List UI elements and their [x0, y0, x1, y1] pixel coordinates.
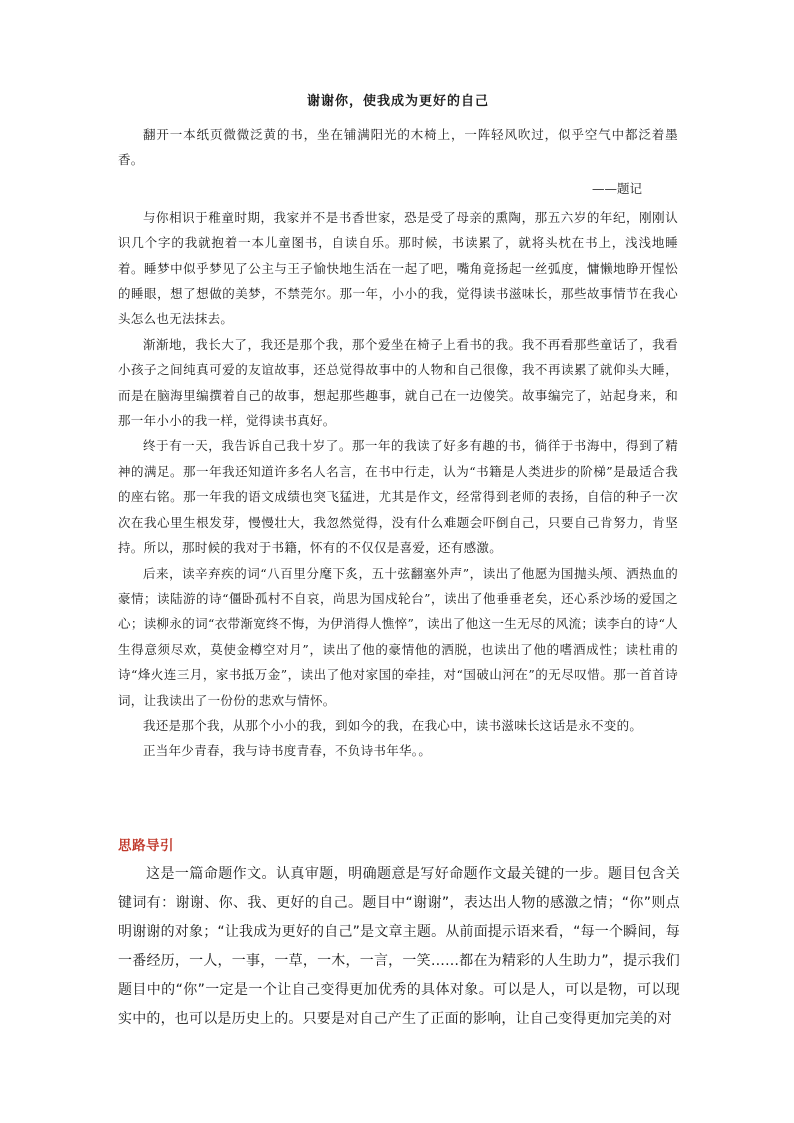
- essay-paragraph: 后来，读辛弃疾的词“八百里分麾下炙，五十弦翻塞外声”，读出了他愿为国抛头颅、洒热血的豪情；读陆游的诗“僵卧孤村不自哀，尚思为国戍轮台”，读出了他垂垂老矣，还心系沙场的爱国之心；读柳永的词“衣带渐宽终不悔，为伊消得人憔悴”，读出了他这一生无尽的风流；读李白的诗“人生得意须尽欢，莫使金樽空对月”，读出了他的豪情他的洒脱，也读出了他的嗜酒成性；读杜甫的诗“烽火连三月，家书抵万金”，读出了他对家国的牵挂，对“国破山河在”的无尽叹惜。那一首首诗词，让我读出了一份份的悲欢与情怀。: [118, 565, 678, 708]
- essay-paragraph: 终于有一天，我告诉自己我十岁了。那一年的我读了好多有趣的书，徜徉于书海中，得到了精神的满足。那一年我还知道许多名人名言，在书中行走，认为“书籍是人类进步的阶梯”是最适合我的座右铭。那一年我的语文成绩也突飞猛进，尤其是作文，经常得到老师的表扬，自信的种子一次次在我心里生根发芽，慢慢壮大，我忽然觉得，没有什么难题会吓倒自己，只要自己肯努力，肯坚持。所以，那时候的我对于书籍，怀有的不仅仅是喜爱，还有感激。: [118, 438, 678, 556]
- essay-paragraph: 正当年少青春，我与诗书度青春，不负诗书年华。。: [143, 743, 432, 759]
- essay-paragraph: 渐渐地，我长大了，我还是那个我，那个爱坐在椅子上看书的我。我不再看那些童话了，我看小孩子之间纯真可爱的友谊故事，还总觉得故事中的人物和自己很像，我不再读累了就仰头大睡，而是在脑海里编撰着自己的故事，想起那些趣事，就自己在一边傻笑。故事编完了，站起身来，和那一年小小的我一样，觉得读书真好。: [118, 336, 678, 429]
- guide-heading: 思路导引: [118, 838, 174, 854]
- guide-paragraph: 这是一篇命题作文。认真审题，明确题意是写好命题作文最关键的一步。题目包含关键词有：谢谢、你、我、更好的自己。题目中“谢谢”，表达出人物的感激之情；“你”则点明谢谢的对象；“让我成为更好的自己”是文章主题。从前面提示语来看，“每一个瞬间，每一番经历，一人，一事，一草，一木，一言，一笑……都在为精彩的人生助力”，提示我们题目中的“你”一定是一个让自己变得更加优秀的具体对象。可以是人，可以是物，可以现实中的，也可以是历史上的。只要是对自己产生了正面的影响，让自己变得更加完美的对: [118, 866, 680, 1027]
- essay-paragraph: 我还是那个我，从那个小小的我，到如今的我，在我心中，读书滋味长这话是永不变的。: [143, 717, 643, 733]
- epigraph-signature: ——题记: [591, 180, 642, 196]
- essay-paragraph: 与你相识于稚童时期，我家并不是书香世家，恐是受了母亲的熏陶，那五六岁的年纪，刚刚认识几个字的我就抱着一本儿童图书，自读自乐。那时候，书读累了，就将头枕在书上，浅浅地睡着。睡梦中似乎梦见了公主与王子愉快地生活在一起了吧，嘴角竟扬起一丝弧度，慵懒地睁开惺忪的睡眼，想了想做的美梦，不禁莞尔。那一年，小小的我，觉得读书滋味长，那些故事情节在我心头怎么也无法抹去。: [118, 209, 678, 327]
- essay: [118, 92, 678, 764]
- essay-title: 谢谢你，使我成为更好的自己: [306, 94, 489, 109]
- guide-section: [118, 860, 680, 1034]
- essay-epigraph: 翻开一本纸页微微泛黄的书，坐在铺满阳光的木椅上，一阵轻风吹过，似乎空气中都泛着墨香。: [118, 127, 678, 168]
